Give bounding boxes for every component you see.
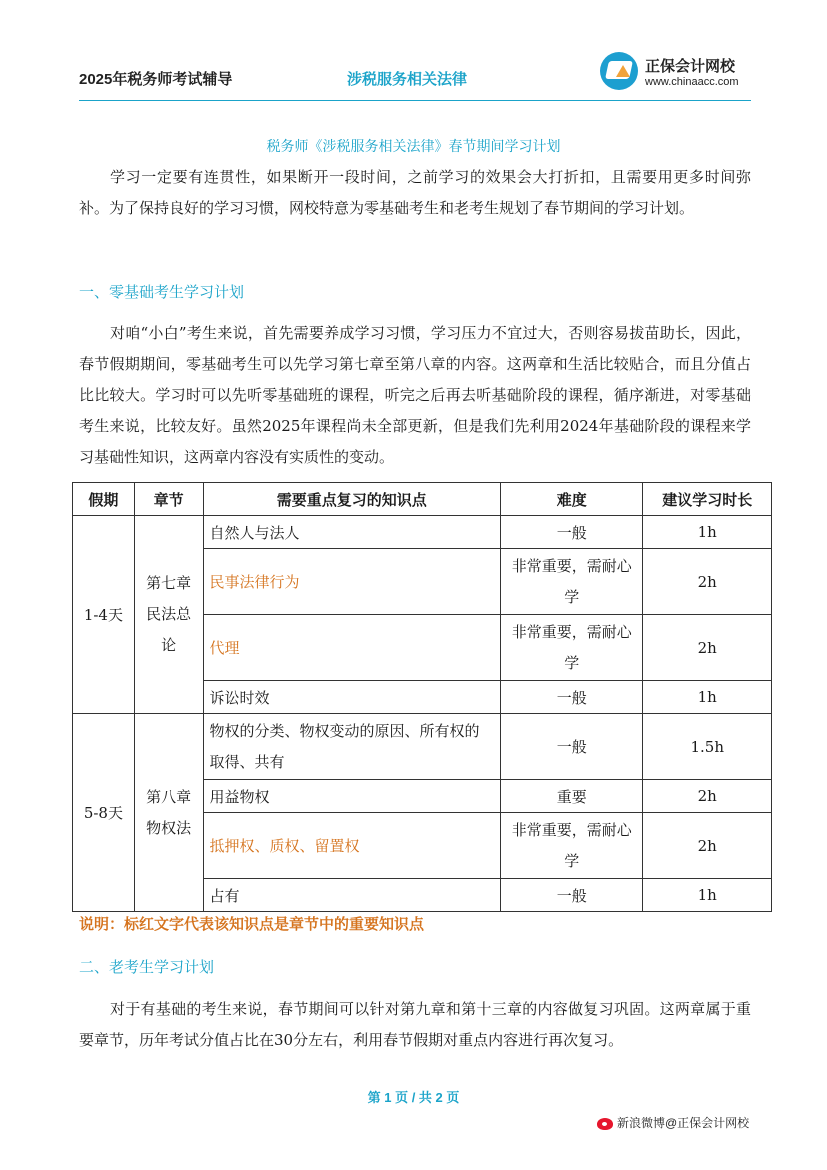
period-cell: 1-4天	[73, 516, 135, 714]
duration-cell: 1h	[643, 681, 772, 714]
weibo-text: 新浪微博@正保会计网校	[617, 1116, 750, 1130]
duration-cell: 1.5h	[643, 714, 772, 780]
logo-name: 正保会计网校	[645, 58, 736, 75]
section2-body: 对于有基础的考生来说，春节期间可以针对第九章和第十三章的内容做复习巩固。这两章属于重要章节，历年考试分值占比在30分左右，利用春节假期对重点内容进行再次复习。	[79, 1000, 751, 1049]
topic-cell-key: 代理	[203, 615, 501, 681]
header-course-title: 2025年税务师考试辅导	[79, 71, 233, 88]
duration-cell: 1h	[643, 516, 772, 549]
difficulty-cell: 非常重要，需耐心学	[501, 813, 643, 879]
period-cell: 5-8天	[73, 714, 135, 912]
table-row	[73, 516, 772, 549]
duration-cell: 2h	[643, 780, 772, 813]
difficulty-cell: 一般	[501, 714, 643, 780]
topic-cell: 诉讼时效	[203, 681, 501, 714]
header-difficulty: 难度	[501, 483, 643, 516]
section2-heading: 二、老考生学习计划	[79, 958, 215, 976]
logo-icon	[600, 52, 638, 90]
topic-cell: 物权的分类、物权变动的原因、所有权的取得、共有	[203, 714, 501, 780]
study-plan-table	[72, 482, 772, 912]
difficulty-cell: 非常重要，需耐心学	[501, 615, 643, 681]
document-title: 税务师《涉税服务相关法律》春节期间学习计划	[266, 139, 561, 155]
duration-cell: 2h	[643, 813, 772, 879]
section1-heading: 一、零基础考生学习计划	[79, 283, 245, 301]
duration-cell: 2h	[643, 615, 772, 681]
header-subject: 涉税服务相关法律	[347, 71, 468, 88]
brand-logo	[600, 50, 750, 94]
header-topic: 需要重点复习的知识点	[203, 483, 501, 516]
header-chapter: 章节	[134, 483, 203, 516]
table-note: 说明：标红文字代表该知识点是章节中的重要知识点	[79, 916, 425, 933]
topic-cell-key: 抵押权、质权、留置权	[203, 813, 501, 879]
section1-body: 对咱“小白”考生来说，首先需要养成学习习惯，学习压力不宜过大，否则容易拔苗助长，因此，春节假期期间，零基础考生可以先学习第七章至第八章的内容。这两章和生活比较贴合，而且分值占比比较大。学习时可以先听零基础班的课程，听完之后再去听基础阶段的课程，循序渐进，对零基础考生来说，比较友好。虽然2025年课程尚未全部更新，但是我们先利用2024年基础阶段的课程来学习基础性知识，这两章内容没有实质性的变动。	[79, 324, 751, 466]
intro-paragraph: 学习一定要有连贯性，如果断开一段时间，之前学习的效果会大打折扣，且需要用更多时间弥补。为了保持良好的学习习惯，网校特意为零基础考生和老考生规划了春节期间的学习计划。	[79, 168, 751, 217]
duration-cell: 2h	[643, 549, 772, 615]
duration-cell: 1h	[643, 879, 772, 912]
topic-cell: 用益物权	[203, 780, 501, 813]
header-period: 假期	[73, 483, 135, 516]
topic-cell: 占有	[203, 879, 501, 912]
header-divider	[79, 100, 751, 101]
logo-url: www.chinaacc.com	[645, 76, 739, 88]
topic-cell-key: 民事法律行为	[203, 549, 501, 615]
header-duration: 建议学习时长	[643, 483, 772, 516]
difficulty-cell: 重要	[501, 780, 643, 813]
chapter-cell: 第八章 物权法	[134, 714, 203, 912]
weibo-credit	[597, 1114, 749, 1131]
difficulty-cell: 非常重要，需耐心学	[501, 549, 643, 615]
weibo-icon	[597, 1118, 613, 1130]
difficulty-cell: 一般	[501, 516, 643, 549]
difficulty-cell: 一般	[501, 879, 643, 912]
chapter-cell: 第七章 民法总论	[134, 516, 203, 714]
page-number: 第 1 页 / 共 2 页	[367, 1090, 460, 1105]
topic-cell: 自然人与法人	[203, 516, 501, 549]
difficulty-cell: 一般	[501, 681, 643, 714]
table-row	[73, 714, 772, 780]
